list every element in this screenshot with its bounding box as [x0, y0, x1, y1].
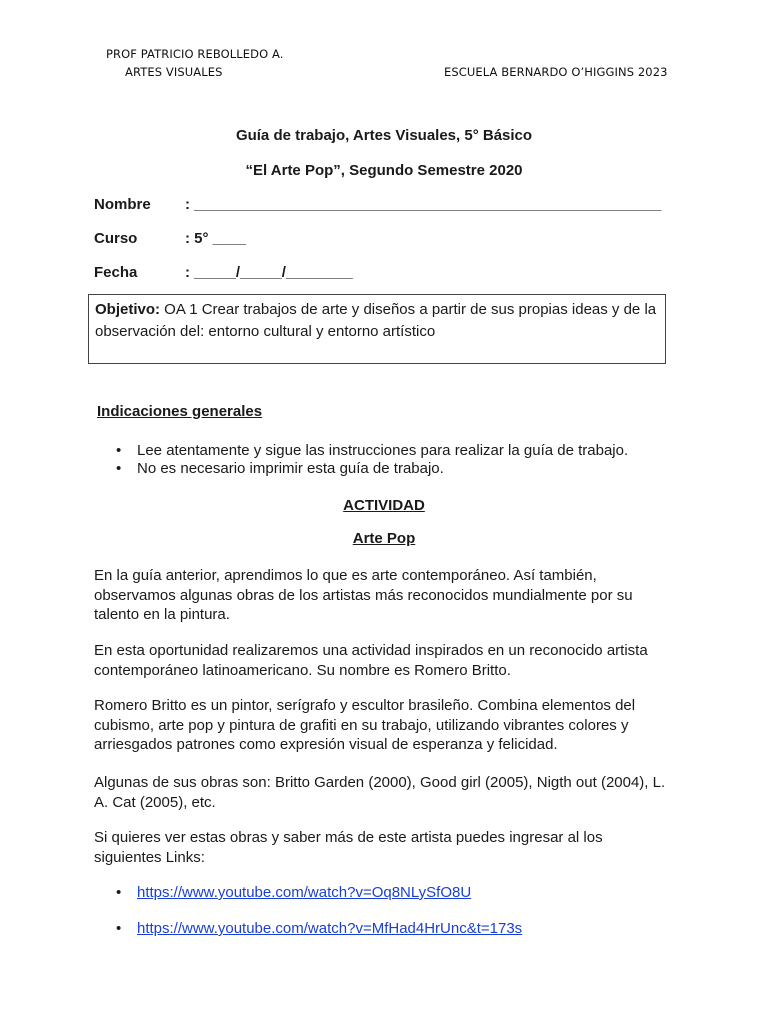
- list-item-text: Lee atentamente y sigue las instrucciones para realizar la guía de trabajo.: [137, 442, 629, 459]
- teacher-name: PROF PATRICIO REBOLLEDO A.: [106, 47, 284, 61]
- links-list: [114, 884, 522, 938]
- activity-subtitle: Arte Pop: [352, 530, 416, 547]
- bullet-icon: •: [116, 460, 122, 477]
- list-item-text: No es necesario imprimir esta guía de trabajo.: [137, 460, 444, 477]
- fecha-field[interactable]: : _____/_____/________: [185, 264, 353, 281]
- list-item: [114, 920, 522, 938]
- paragraph-artist: En esta oportunidad realizaremos una actividad inspirados en un reconocido artista contemporáneo latinoamericano. Su nombre es Romero Britto.: [94, 642, 648, 679]
- bullet-icon: •: [116, 920, 122, 937]
- curso-field[interactable]: : 5° ____: [185, 230, 247, 247]
- objective-text: OA 1 Crear trabajos de arte y diseños a partir de sus propias ideas y de la observación del: entorno cultural y entorno artístico: [95, 301, 657, 340]
- paragraph-works: Algunas de sus obras son: Britto Garden (2000), Good girl (2005), Nigth out (2004), L. A. Cat (2005), etc.: [94, 774, 666, 811]
- nombre-field[interactable]: : ________________________________________________________: [185, 196, 662, 213]
- list-item: [114, 884, 522, 902]
- indications-list: [114, 442, 628, 478]
- guide-title: Guía de trabajo, Artes Visuales, 5° Básico: [235, 127, 533, 144]
- subject-name: ARTES VISUALES: [125, 65, 223, 79]
- curso-label: Curso: [94, 230, 138, 247]
- bullet-icon: •: [116, 442, 122, 459]
- youtube-link-1[interactable]: https://www.youtube.com/watch?v=Oq8NLySfO8U: [137, 884, 472, 901]
- paragraph-britto-bio: Romero Britto es un pintor, serígrafo y escultor brasileño. Combina elementos del cubismo, arte pop y pintura de grafiti en su trabajo, utilizando vibrantes colores y arriesgados patrones como expresión visual de esperanza y felicidad.: [94, 697, 636, 753]
- list-item: [114, 442, 628, 460]
- paragraph-intro: En la guía anterior, aprendimos lo que es arte contemporáneo. Así también, observamos algunas obras de los artistas más reconocidos mundialmente por su talento en la pintura.: [94, 567, 633, 623]
- youtube-link-2[interactable]: https://www.youtube.com/watch?v=MfHad4HrUnc&t=173s: [137, 920, 523, 937]
- activity-title: ACTIVIDAD: [343, 497, 425, 514]
- indications-title: Indicaciones generales: [97, 403, 263, 420]
- bullet-icon: •: [116, 884, 122, 901]
- paragraph-links-intro: Si quieres ver estas obras y saber más de este artista puedes ingresar al los siguientes Links:: [94, 829, 603, 866]
- list-item: [114, 460, 628, 478]
- objective-label: Objetivo:: [95, 301, 161, 318]
- objective-box: [88, 294, 666, 364]
- guide-subtitle: “El Arte Pop”, Segundo Semestre 2020: [245, 162, 523, 179]
- school-name: ESCUELA BERNARDO O’HIGGINS 2023: [444, 65, 668, 79]
- nombre-label: Nombre: [94, 196, 151, 213]
- fecha-label: Fecha: [94, 264, 138, 281]
